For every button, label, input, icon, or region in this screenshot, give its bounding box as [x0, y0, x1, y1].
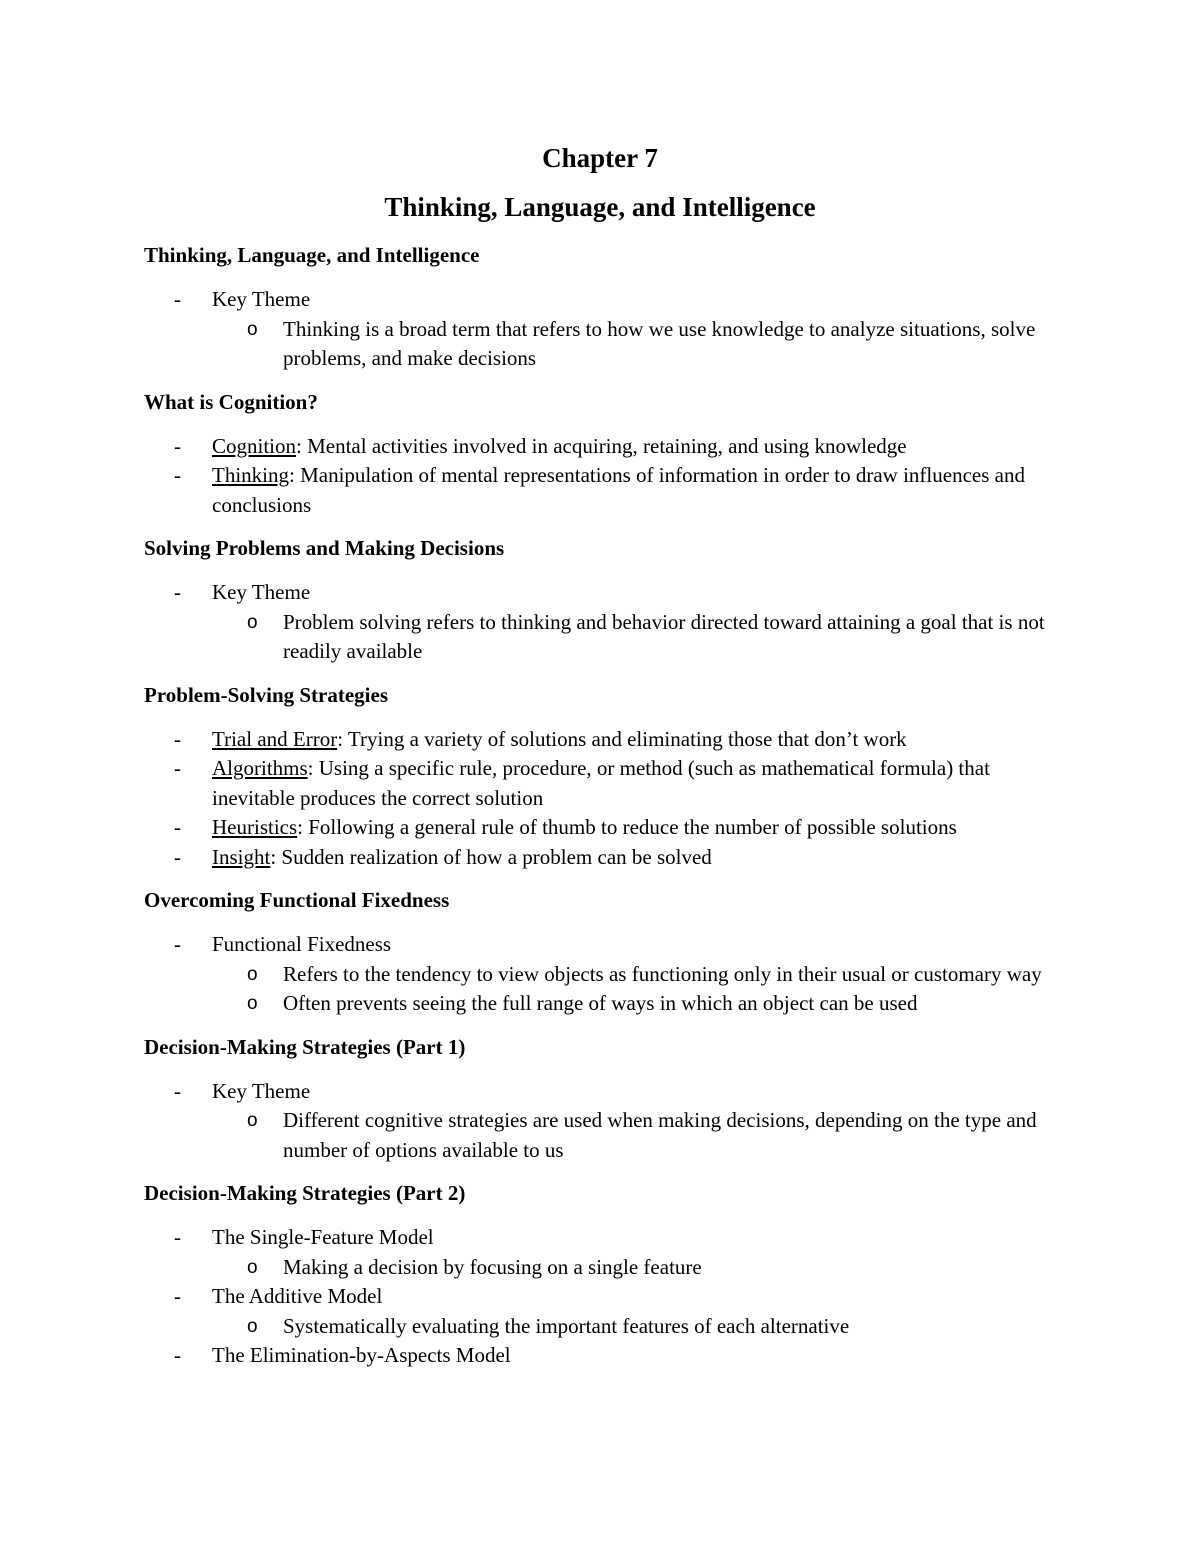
- item-text: : Mental activities involved in acquiring, retaining, and using knowledge: [296, 433, 907, 458]
- circle-bullet-icon: o: [247, 611, 258, 633]
- sub-bullet-list: [212, 608, 1064, 667]
- notes-section: [144, 885, 1064, 1019]
- sub-bullet-list: [212, 1312, 1064, 1342]
- item-text: : Following a general rule of thumb to reduce the number of possible solutions: [297, 815, 957, 839]
- notes-section: [144, 1032, 1064, 1166]
- defined-term: Insight: [212, 844, 271, 869]
- item-text: The Additive Model: [212, 1284, 383, 1308]
- dash-bullet-icon: -: [174, 463, 181, 487]
- sub-item-text: Thinking is a broad term that refers to how we use knowledge to analyze situations, solve problems, and make decisions: [283, 316, 1036, 370]
- item-text: : Using a specific rule, procedure, or method (such as mathematical formula) that inevitable produces the correct solution: [212, 756, 990, 810]
- list-item: [144, 813, 1064, 843]
- item-text: Key Theme: [212, 287, 311, 311]
- notes-section: [144, 1178, 1064, 1371]
- sub-list-item: [247, 960, 1064, 990]
- list-item: [144, 1282, 1064, 1341]
- item-text: : Trying a variety of solutions and eliminating those that don’t work: [337, 726, 907, 751]
- section-heading: What is Cognition?: [144, 389, 318, 414]
- notes-section: [144, 533, 1064, 667]
- circle-bullet-icon: o: [247, 1110, 258, 1131]
- sub-item-text: Problem solving refers to thinking and behavior directed toward attaining a goal that is not readily available: [283, 609, 1045, 663]
- section-heading: Decision-Making Strategies (Part 1): [144, 1034, 466, 1059]
- dash-bullet-icon: -: [174, 1225, 181, 1249]
- circle-bullet-icon: o: [247, 318, 258, 340]
- list-item: [144, 843, 1064, 873]
- section-heading: Decision-Making Strategies (Part 2): [144, 1181, 466, 1205]
- circle-bullet-icon: o: [247, 993, 258, 1014]
- list-item: [144, 285, 1064, 374]
- sub-list-item: [247, 1106, 1064, 1165]
- item-text: Key Theme: [212, 1078, 311, 1103]
- notes-section: [144, 387, 1064, 521]
- defined-term: Thinking: [212, 463, 289, 487]
- item-text: : Sudden realization of how a problem can be solved: [270, 844, 712, 869]
- sub-list-item: [247, 1312, 1064, 1342]
- sub-list-item: [247, 608, 1064, 667]
- list-item: [144, 1077, 1064, 1166]
- sub-list-item: [247, 1253, 1064, 1283]
- notes-section: [144, 680, 1064, 873]
- dash-bullet-icon: -: [174, 287, 181, 311]
- dash-bullet-icon: -: [174, 1284, 181, 1308]
- item-text: : Manipulation of mental representations of information in order to draw influences and conclusions: [212, 463, 1025, 517]
- bullet-list: [144, 578, 1064, 667]
- section-heading: Solving Problems and Making Decisions: [144, 536, 505, 560]
- bullet-list: [144, 432, 1064, 521]
- dash-bullet-icon: -: [174, 1343, 181, 1367]
- list-item: [144, 725, 1064, 755]
- bullet-list: [144, 1077, 1064, 1166]
- defined-term: Trial and Error: [212, 726, 338, 751]
- circle-bullet-icon: o: [247, 1315, 258, 1337]
- chapter-subtitle: Thinking, Language, and Intelligence: [384, 192, 816, 222]
- sub-item-text: Systematically evaluating the important features of each alternative: [283, 1313, 850, 1338]
- sub-bullet-list: [212, 960, 1064, 1019]
- sub-bullet-list: [212, 315, 1064, 374]
- list-item: [144, 578, 1064, 667]
- sub-bullet-list: [212, 1106, 1064, 1165]
- list-item: [144, 1223, 1064, 1282]
- sub-item-text: Often prevents seeing the full range of ways in which an object can be used: [283, 991, 918, 1015]
- defined-term: Cognition: [212, 433, 297, 458]
- dash-bullet-icon: -: [174, 815, 181, 839]
- sub-bullet-list: [212, 1253, 1064, 1283]
- dash-bullet-icon: -: [174, 1078, 181, 1103]
- dash-bullet-icon: -: [174, 433, 181, 458]
- section-heading: Thinking, Language, and Intelligence: [144, 243, 480, 267]
- bullet-list: [144, 285, 1064, 374]
- dash-bullet-icon: -: [174, 726, 181, 751]
- sub-list-item: [247, 989, 1064, 1019]
- bullet-list: [144, 930, 1064, 1019]
- list-item: [144, 432, 1064, 462]
- circle-bullet-icon: o: [247, 963, 258, 985]
- defined-term: Heuristics: [212, 815, 298, 839]
- list-item: [144, 461, 1064, 520]
- notes-body: [144, 240, 1064, 1384]
- bullet-list: [144, 725, 1064, 873]
- section-heading: Problem-Solving Strategies: [144, 682, 389, 707]
- dash-bullet-icon: -: [174, 932, 181, 956]
- dash-bullet-icon: -: [174, 580, 181, 604]
- bullet-list: [144, 1223, 1064, 1371]
- item-text: The Single-Feature Model: [212, 1225, 434, 1249]
- circle-bullet-icon: o: [247, 1256, 258, 1278]
- sub-list-item: [247, 315, 1064, 374]
- list-item: [144, 1341, 1064, 1371]
- sub-item-text: Refers to the tendency to view objects as functioning only in their usual or customary way: [283, 961, 1042, 986]
- defined-term: Algorithms: [212, 756, 308, 780]
- dash-bullet-icon: -: [174, 756, 181, 780]
- dash-bullet-icon: -: [174, 844, 181, 869]
- section-heading: Overcoming Functional Fixedness: [144, 888, 450, 912]
- sub-item-text: Different cognitive strategies are used when making decisions, depending on the type and number of options available to us: [283, 1108, 1037, 1162]
- item-text: Functional Fixedness: [212, 932, 392, 956]
- list-item: [144, 930, 1064, 1019]
- chapter-title: Chapter 7: [542, 143, 658, 173]
- sub-item-text: Making a decision by focusing on a single feature: [283, 1254, 702, 1279]
- item-text: Key Theme: [212, 580, 311, 604]
- notes-section: [144, 240, 1064, 374]
- item-text: The Elimination-by-Aspects Model: [212, 1343, 511, 1367]
- list-item: [144, 754, 1064, 813]
